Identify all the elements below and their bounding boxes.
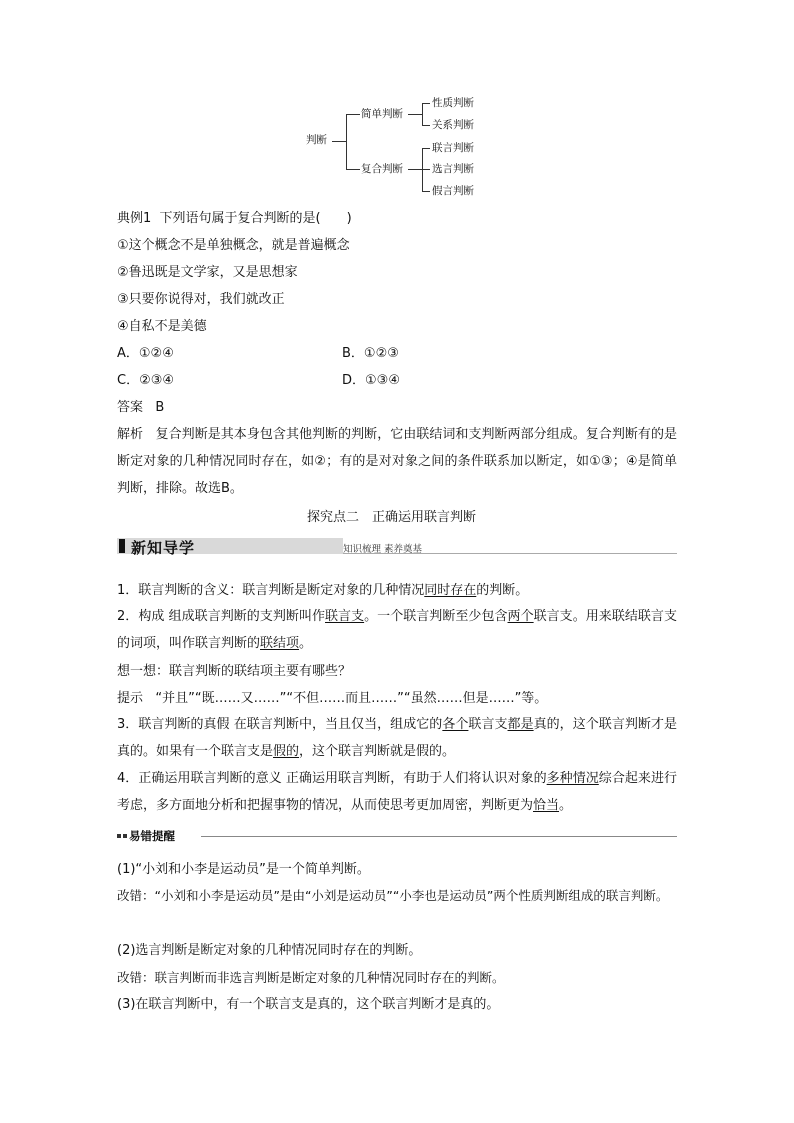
example-item: ③只要你说得对，我们就改正	[117, 292, 285, 307]
analysis-text: 复合判断是其本身包含其他判断的判断，它由联结词和支判断两部分组成。复合判断有的是断定对象的几种情况同时存在，如②；有的是对对象之间的条件联系加以断定，如①③；④是简单判断，排除。故选B。	[117, 427, 677, 496]
answer-label: 答案	[117, 400, 144, 415]
answer-value: B	[155, 400, 165, 415]
option-d: D．①③④	[342, 373, 400, 388]
hint-line	[117, 691, 547, 707]
answer-line	[117, 400, 164, 416]
section-banner	[117, 534, 677, 556]
correction-2: 改错：联言判断而非选言判断是断定对象的几种情况同时存在的判断。	[117, 970, 505, 985]
option-a: A．①②④	[117, 346, 174, 361]
hint-text: “并且”“既……又……”“不但……而且……”“虽然……但是……”等。	[155, 691, 548, 706]
error-1: (1)“小刘和小李是运动员”是一个简单判断。	[117, 862, 370, 877]
option-b: B．①②③	[342, 346, 399, 361]
analysis-paragraph	[117, 421, 677, 502]
section-title: 探究点二 正确运用联言判断	[307, 510, 477, 525]
error-tip-header	[117, 828, 677, 844]
square-bullet-icon	[123, 834, 127, 838]
banner-marker-icon	[119, 539, 125, 553]
tree-simple-child: 性质判断	[432, 97, 474, 109]
option-c: C．②③④	[117, 373, 175, 388]
error-2: (2)选言判断是断定对象的几种情况同时存在的判断。	[117, 943, 422, 958]
banner-title: 新知导学	[131, 539, 196, 557]
tree-root: 判断	[306, 134, 327, 146]
judgment-tree-diagram	[300, 92, 520, 202]
tree-compound: 复合判断	[361, 163, 403, 175]
tree-compound-child: 选言判断	[432, 163, 474, 175]
correction-1: 改错：“小刘和小李是运动员”是由“小刘是运动员”“小李也是运动员”两个性质判断组成的联言判断。	[117, 888, 669, 903]
tree-simple-child: 关系判断	[432, 119, 474, 131]
example-item: ①这个概念不是单独概念，就是普遍概念	[117, 238, 350, 253]
analysis-label: 解析	[117, 427, 144, 442]
point-2: 2．构成 组成联言判断的支判断叫作联言支。一个联言判断至少包含两个联言支。用来联结联言支的词项，叫作联言判断的联结项。	[117, 609, 677, 651]
banner-subtitle: 知识梳理 素养奠基	[343, 544, 423, 555]
question-text: 下列语句属于复合判断的是( )	[159, 211, 352, 226]
example-question	[117, 211, 352, 227]
tip-title: 易错提醒	[129, 829, 175, 843]
hint-label: 提示	[117, 691, 144, 706]
tree-simple: 简单判断	[361, 108, 403, 120]
think-question: 想一想：联言判断的联结项主要有哪些？	[117, 664, 352, 679]
error-3: (3)在联言判断中，有一个联言支是真的，这个联言判断才是真的。	[117, 997, 500, 1012]
square-bullet-icon	[117, 834, 121, 838]
example-label: 典例1	[117, 211, 152, 226]
example-item: ②鲁迅既是文学家，又是思想家	[117, 265, 298, 280]
point-3: 3．联言判断的真假 在联言判断中，当且仅当，组成它的各个联言支都是真的，这个联言判断才是真的。如果有一个联言支是假的，这个联言判断就是假的。	[117, 717, 677, 759]
point-1: 1．联言判断的含义：联言判断是断定对象的几种情况同时存在的判断。	[117, 583, 529, 598]
tree-compound-child: 假言判断	[432, 185, 474, 197]
tree-compound-child: 联言判断	[432, 142, 474, 154]
example-item: ④自私不是美德	[117, 319, 207, 334]
point-4: 4．正确运用联言判断的意义 正确运用联言判断，有助于人们将认识对象的多种情况综合起来进行考虑，多方面地分析和把握事物的情况，从而使思考更加周密，判断更为恰当。	[117, 771, 677, 813]
